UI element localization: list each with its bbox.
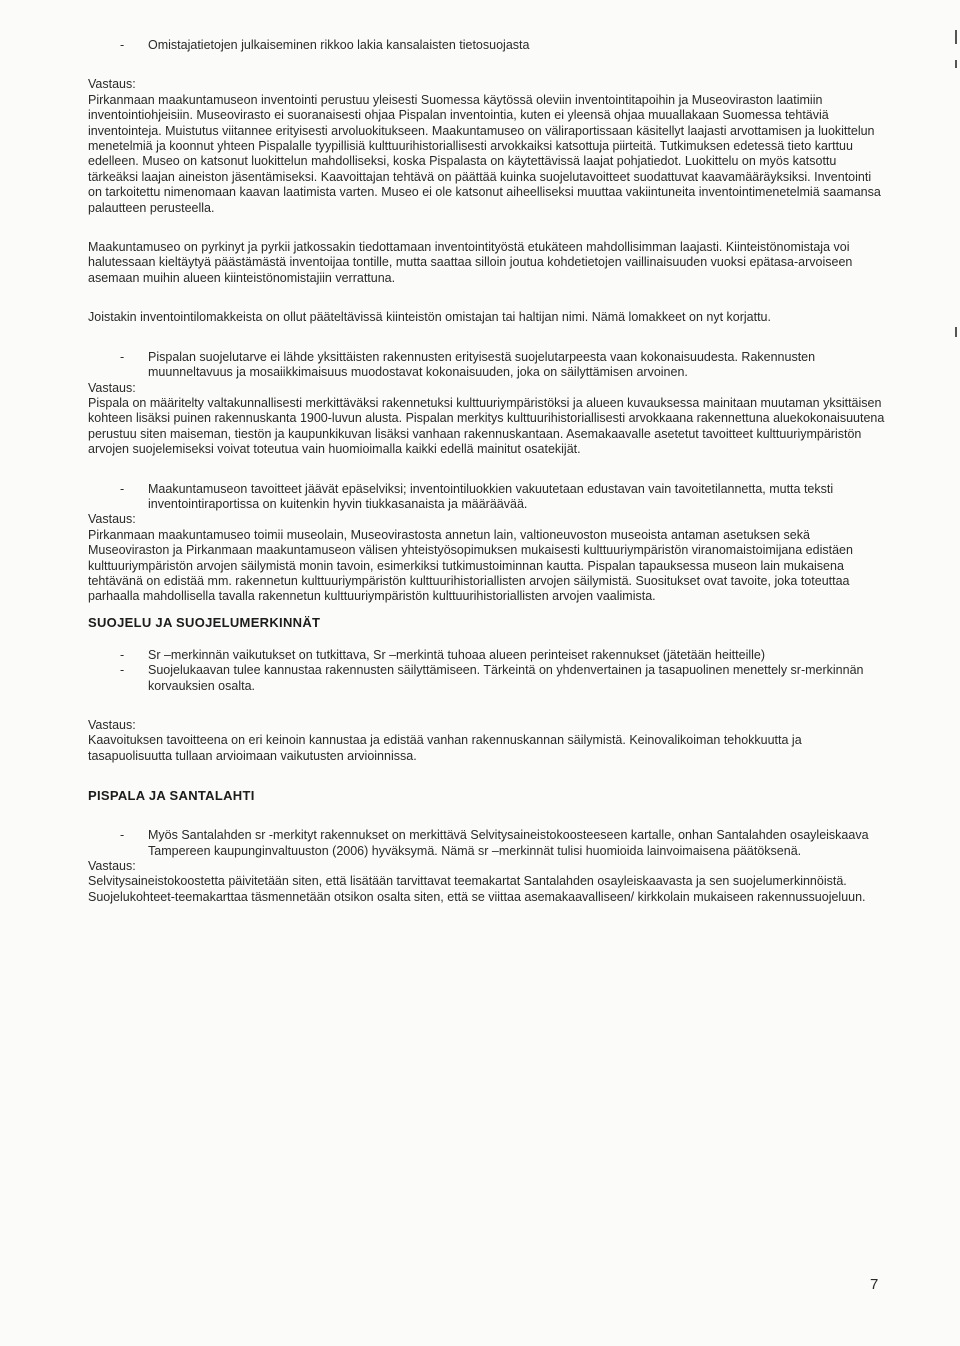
- scan-edge-mark: [955, 327, 957, 337]
- spacer: [88, 804, 888, 828]
- bullet-item: [88, 38, 888, 53]
- spacer: [88, 694, 888, 718]
- spacer: [88, 326, 888, 350]
- bullet-item: [88, 828, 888, 859]
- bullet-text: Sr –merkinnän vaikutukset on tutkittava, Sr –merkintä tuhoaa alueen perinteiset rakennukset (jätetään heitteille): [148, 647, 766, 662]
- spacer: [88, 458, 888, 482]
- bullet-dash: -: [120, 481, 125, 496]
- section-heading: SUOJELU JA SUOJELUMERKINNÄT: [88, 614, 321, 630]
- bullet-item: [88, 663, 888, 694]
- answer-label: Vastaus:: [88, 512, 136, 527]
- paragraph: Pirkanmaan maakuntamuseo toimii museolain, Museovirastosta annetun lain, valtioneuvoston museoista antaman asetuksen sekä Museoviraston ja Pirkanmaan maakuntamuseon välisen yhteistyösopimuksen mukaisesti kulttuuriympäristön viranomaistoimijana edistäen kulttuuriympäristön arvojen säilymistä monin tavoin, esimerkiksi tutkimustoiminnan kautta. Pispalan tapauksessa museon lain mukaisena tehtävänä on edistää mm. rakennetun kulttuuriympäristön kulttuurihistoriallisten arvojen säilymistä. Suositukset ovat tavoite, joka toteuttaa parhaalla mahdollisella tavalla rakennetun kulttuuriympäristön kulttuurihistoriallisten arvojen vaalimista.: [88, 527, 853, 604]
- section-heading: PISPALA JA SANTALAHTI: [88, 788, 255, 804]
- bullet-text: Suojelukaavan tulee kannustaa rakennusten säilyttämiseen. Tärkeintä on yhdenvertainen ja tasapuolinen menettely sr-merkinnän korvauksien osalta.: [148, 663, 864, 693]
- bullet-dash: -: [120, 663, 125, 678]
- bullet-dash: -: [120, 647, 125, 662]
- scan-edge-mark: [955, 30, 957, 44]
- answer-label: Vastaus:: [88, 859, 136, 874]
- document-page: [88, 38, 888, 905]
- bullet-text: Myös Santalahden sr -merkityt rakennukset on merkittävä Selvitysaineistokoosteeseen kartalle, onhan Santalahden osayleiskaava Tampereen kaupunginvaltuuston (2006) hyväksymä. Nämä sr –merkinnät tulisi huomioida lainvoimaisena päätöksenä.: [148, 828, 869, 858]
- bullet-item: [88, 350, 888, 381]
- paragraph: Pirkanmaan maakuntamuseon inventointi perustuu yleisesti Suomessa käytössä oleviin inventointitapoihin ja Museoviraston laatimiin inventointiohjeisiin. Museovirasto ei suoranaisesti ohjaa Pispalan inventointia, kuten ei yleensä ohjaa muuallakaan Suomessa tehtäviä inventointeja. Muistutus viitannee erityisesti arvoluokitukseen. Maakuntamuseo on väliraportissaan käsitellyt laajasti arvottamisen ja luokittelun menetelmiä ja koonnut yhteen Pispalalle tyypillisiä kulttuurihistoriallisesti arvokkaiksi katsottuja piirteitä. Tutkimuksen edetessä tieto karttuu edelleen. Museo on katsonut luokittelun mahdolliseksi, koska Pispalasta on käytettävissä laajat pohjatiedot. Luokittelu on myös katsottu tärkeäksi laajan aineiston jäsentämiseksi. Kaavoittajan tehtävä on päättää kuinka suojelutavoitteet suodattuvat kaavamääräyksiksi. Inventointi on tarkoitettu nimenomaan kaavan laatimista varten. Museo ei ole katsonut aiheelliseksi muuttaa vakiintuneita inventointimenetelmiä saamansa palautteen perusteella.: [88, 92, 881, 215]
- answer-label: Vastaus:: [88, 380, 136, 395]
- paragraph: Joistakin inventointilomakkeista on ollut pääteltävissä kiinteistön omistajan tai haltijan nimi. Nämä lomakkeet on nyt korjattu.: [88, 310, 771, 325]
- bullet-text: Maakuntamuseon tavoitteet jäävät epäselviksi; inventointiluokkien vakuutetaan edustavan vain tavoitetilannetta, mutta teksti inventointiraportissa on kuitenkin hyvin tiukkasanaista ja määräävää.: [148, 481, 834, 511]
- paragraph: Maakuntamuseo on pyrkinyt ja pyrkii jatkossakin tiedottamaan inventointityöstä etukäteen mahdollisimman laajasti. Kiinteistönomistaja voi halutessaan kieltäytyä päästämästä inventoijaa tontille, mutta saattaa silloin joutua kohdetietojen vaillinaisuuden vuoksi epätasa-arvoiseen asemaan muihin alueen kiinteistönomistajiin verrattuna.: [88, 240, 853, 285]
- spacer: [88, 286, 888, 310]
- scan-edge-mark: [955, 60, 957, 68]
- bullet-text: Pispalan suojelutarve ei lähde yksittäisten rakennusten erityisestä suojelutarpeesta vaan kokonaisuudesta. Rakennusten muunneltavuus ja mosaiikkimaisuus muodostavat kokonaisuuden, joka on säilyttämisen arvoinen.: [148, 349, 816, 380]
- paragraph: Selvitysaineistokoostetta päivitetään siten, että lisätään tarvittavat teemakartat Santalahden osayleiskaavasta ja sen suojelumerkinnöistä. Suojelukohteet-teemakarttaa täsmennetään otsikon osalta siten, että se viittaa asemakaavalliseen/ kirkkolain mukaiseen rakennussuojeluun.: [88, 874, 866, 904]
- spacer: [88, 605, 888, 615]
- bullet-item: [88, 482, 888, 513]
- spacer: [88, 631, 888, 648]
- bullet-dash: -: [120, 349, 125, 364]
- spacer: [88, 216, 888, 240]
- answer-label: Vastaus:: [88, 718, 136, 732]
- answer-label: Vastaus:: [88, 77, 136, 92]
- bullet-text: Omistajatietojen julkaiseminen rikkoo lakia kansalaisten tietosuojasta: [148, 38, 530, 52]
- bullet-dash: -: [120, 38, 125, 52]
- bullet-item: [88, 648, 888, 663]
- paragraph: Pispala on määritelty valtakunnallisesti merkittäväksi rakennetuksi kulttuuriympäristöksi ja alueen kuvauksessa mainitaan muutaman yksittäisen kohteen lisäksi puinen rakennuskanta 1900-luvun alusta. Pispalan merkitys kulttuurihistoriallisesti arvokkaana rakennettuna aluekokonaisuutena perustuu siten maiseman, tiestön ja kaupunkikuvan lisäksi vanhaan rakennuskantaan. Asemakaavalle asetetut tavoitteet kulttuuriympäristön arvojen suojelemiseksi voivat toteutua vain huomioimalla kaikki edellä mainitut osatekijät.: [88, 395, 885, 457]
- spacer: [88, 53, 888, 77]
- spacer: [88, 764, 888, 788]
- paragraph: Kaavoituksen tavoitteena on eri keinoin kannustaa ja edistää vanhan rakennuskannan säilymistä. Keinovalikoiman tehokkuutta ja tasapuolisuutta tullaan arvioimaan vaikutusten arvioinnissa.: [88, 733, 802, 763]
- page-number: 7: [870, 1276, 879, 1293]
- bullet-dash: -: [120, 828, 125, 843]
